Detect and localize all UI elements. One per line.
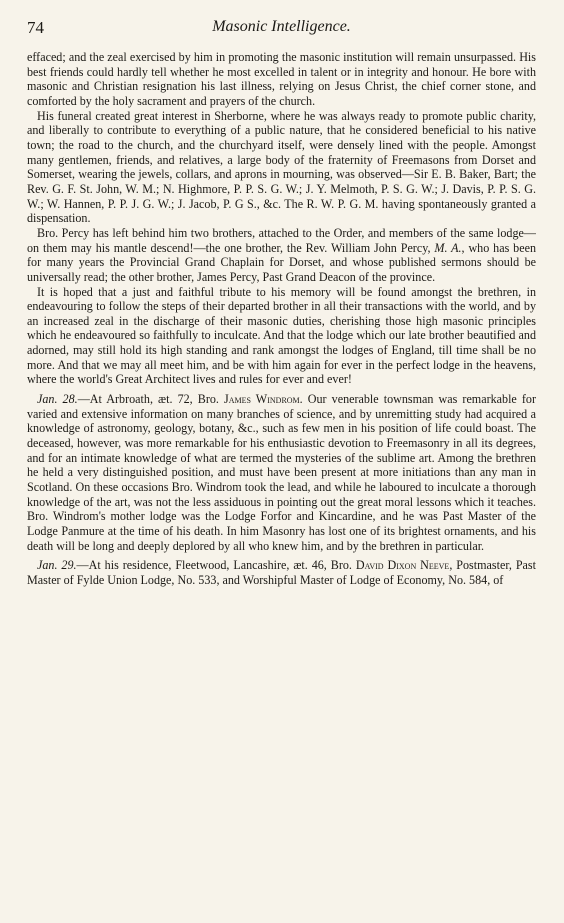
obituary-entry-neeve bbox=[27, 558, 536, 587]
entry-date: Jan. 28. bbox=[37, 392, 78, 407]
paragraph-text: Bro. Percy has left behind him two brothers, attached to the Order, and members of the same lodge—on them may his mantle descend!—the one brother, the Rev. William John Percy, bbox=[27, 225, 536, 255]
degree-abbreviation: M. A. bbox=[434, 240, 462, 255]
entry-text: . Our venerable townsman was remarkable for varied and extensive information on many branches of science, and by unremitting study had acquired a knowledge of astronomy, geology, botany, &c., such as few men in his position of life could boast. The deceased, however, was more remarkable for his enthusiastic devotion to Freemasonry in all its degrees, and for an intimate knowledge of what are termed the mysteries of the sublime art. Among the brethren he held a very distinguished position, and must have been present at more initiations than any man in Scotland. On these occasions Bro. Windrom took the lead, and while he laboured to inculcate a thorough knowledge of the art, was not the less assiduous in pointing out the great moral lessons which it teaches. Bro. Windrom's mother lodge was the Lodge Forfor and Kincardine, and he was Past Master of the Lodge Panmure at the time of his death. In him Masonry has lost one of its brightest ornaments, and his death will be long and deeply deplored by all who knew him, and by the brethren in particular. bbox=[27, 392, 536, 553]
entry-name: David Dixon Neeve bbox=[355, 558, 450, 573]
paragraph-brothers bbox=[27, 226, 536, 285]
page-header bbox=[27, 18, 536, 44]
document-page bbox=[27, 18, 536, 913]
entry-text: , Postmaster, Past Master of Fylde Union Lodge, No. 533, and Worshipful Master of Lodge of Economy, No. 584, of bbox=[27, 558, 536, 587]
entry-date: Jan. 29. bbox=[37, 558, 77, 573]
paragraph-tribute: It is hoped that a just and faithful tribute to his memory will be found amongst the brethren, in endeavouring to follow the steps of their departed brother in all their transactions with the world, and by an increased zeal in the discharge of their masonic duties, cherishing those high masonic principles which he endeavoured so faithfully to inculcate. And that the lodge which our late brother beautified and adorned, may still hold its high standing and rank amongst the lodges of England, till time shall be no more. And that we may all meet him, and be with him again for ever in the perfect lodge in the heavens, where the world's Great Architect lives and rules for ever and ever! bbox=[27, 284, 536, 387]
running-title: Masonic Intelligence. bbox=[212, 18, 351, 35]
entry-text: —At his residence, Fleetwood, Lancashire, æt. 46, Bro. bbox=[76, 558, 356, 573]
paragraph-effaced: effaced; and the zeal exercised by him in promoting the masonic institution will remain unsurpassed. His best friends could hardly tell whether he most excelled in talent or in integrity and honour. He bore with masonic and Christian resignation his last illness, relying on Jesus Christ, the chief corner stone, and comforted by the holy sacrament and prayers of the church. bbox=[27, 50, 536, 108]
paragraph-funeral: His funeral created great interest in Sherborne, where he was always ready to promote public charity, and liberally to contribute to everything of a public nature, that he considered beneficial to his native town; the road to the church, and the churchyard itself, were densely lined with the people. Amongst many gentlemen, friends, and relatives, a large body of the fraternity of Freemasons from Dorset and Somerset, wearing the jewels, collars, and aprons in mourning, was observed—Sir E. B. Baker, Bart; the Rev. G. F. St. John, W. M.; N. Highmore, P. P. S. G. W.; J. Y. Melmoth, P. S. G. W.; J. Davis, P. P. S. G. W.; W. Hannen, P. P. J. G. W.; J. Jacob, P. G S., &c. The R. W. P. G. M. having spontaneously granted a dispensation. bbox=[27, 108, 536, 226]
obituary-entry-windrom bbox=[27, 392, 536, 553]
body-text bbox=[27, 50, 536, 588]
entry-text: —At Arbroath, æt. 72, Bro. bbox=[77, 392, 225, 407]
entry-name: James Windrom bbox=[224, 392, 300, 407]
page-number: 74 bbox=[27, 18, 44, 37]
paragraph-text: , who has been for many years the Provincial Grand Chaplain for Dorset, and whose published sermons should be universally read; the other brother, James Percy, Past Grand Deacon of the province. bbox=[27, 240, 536, 284]
